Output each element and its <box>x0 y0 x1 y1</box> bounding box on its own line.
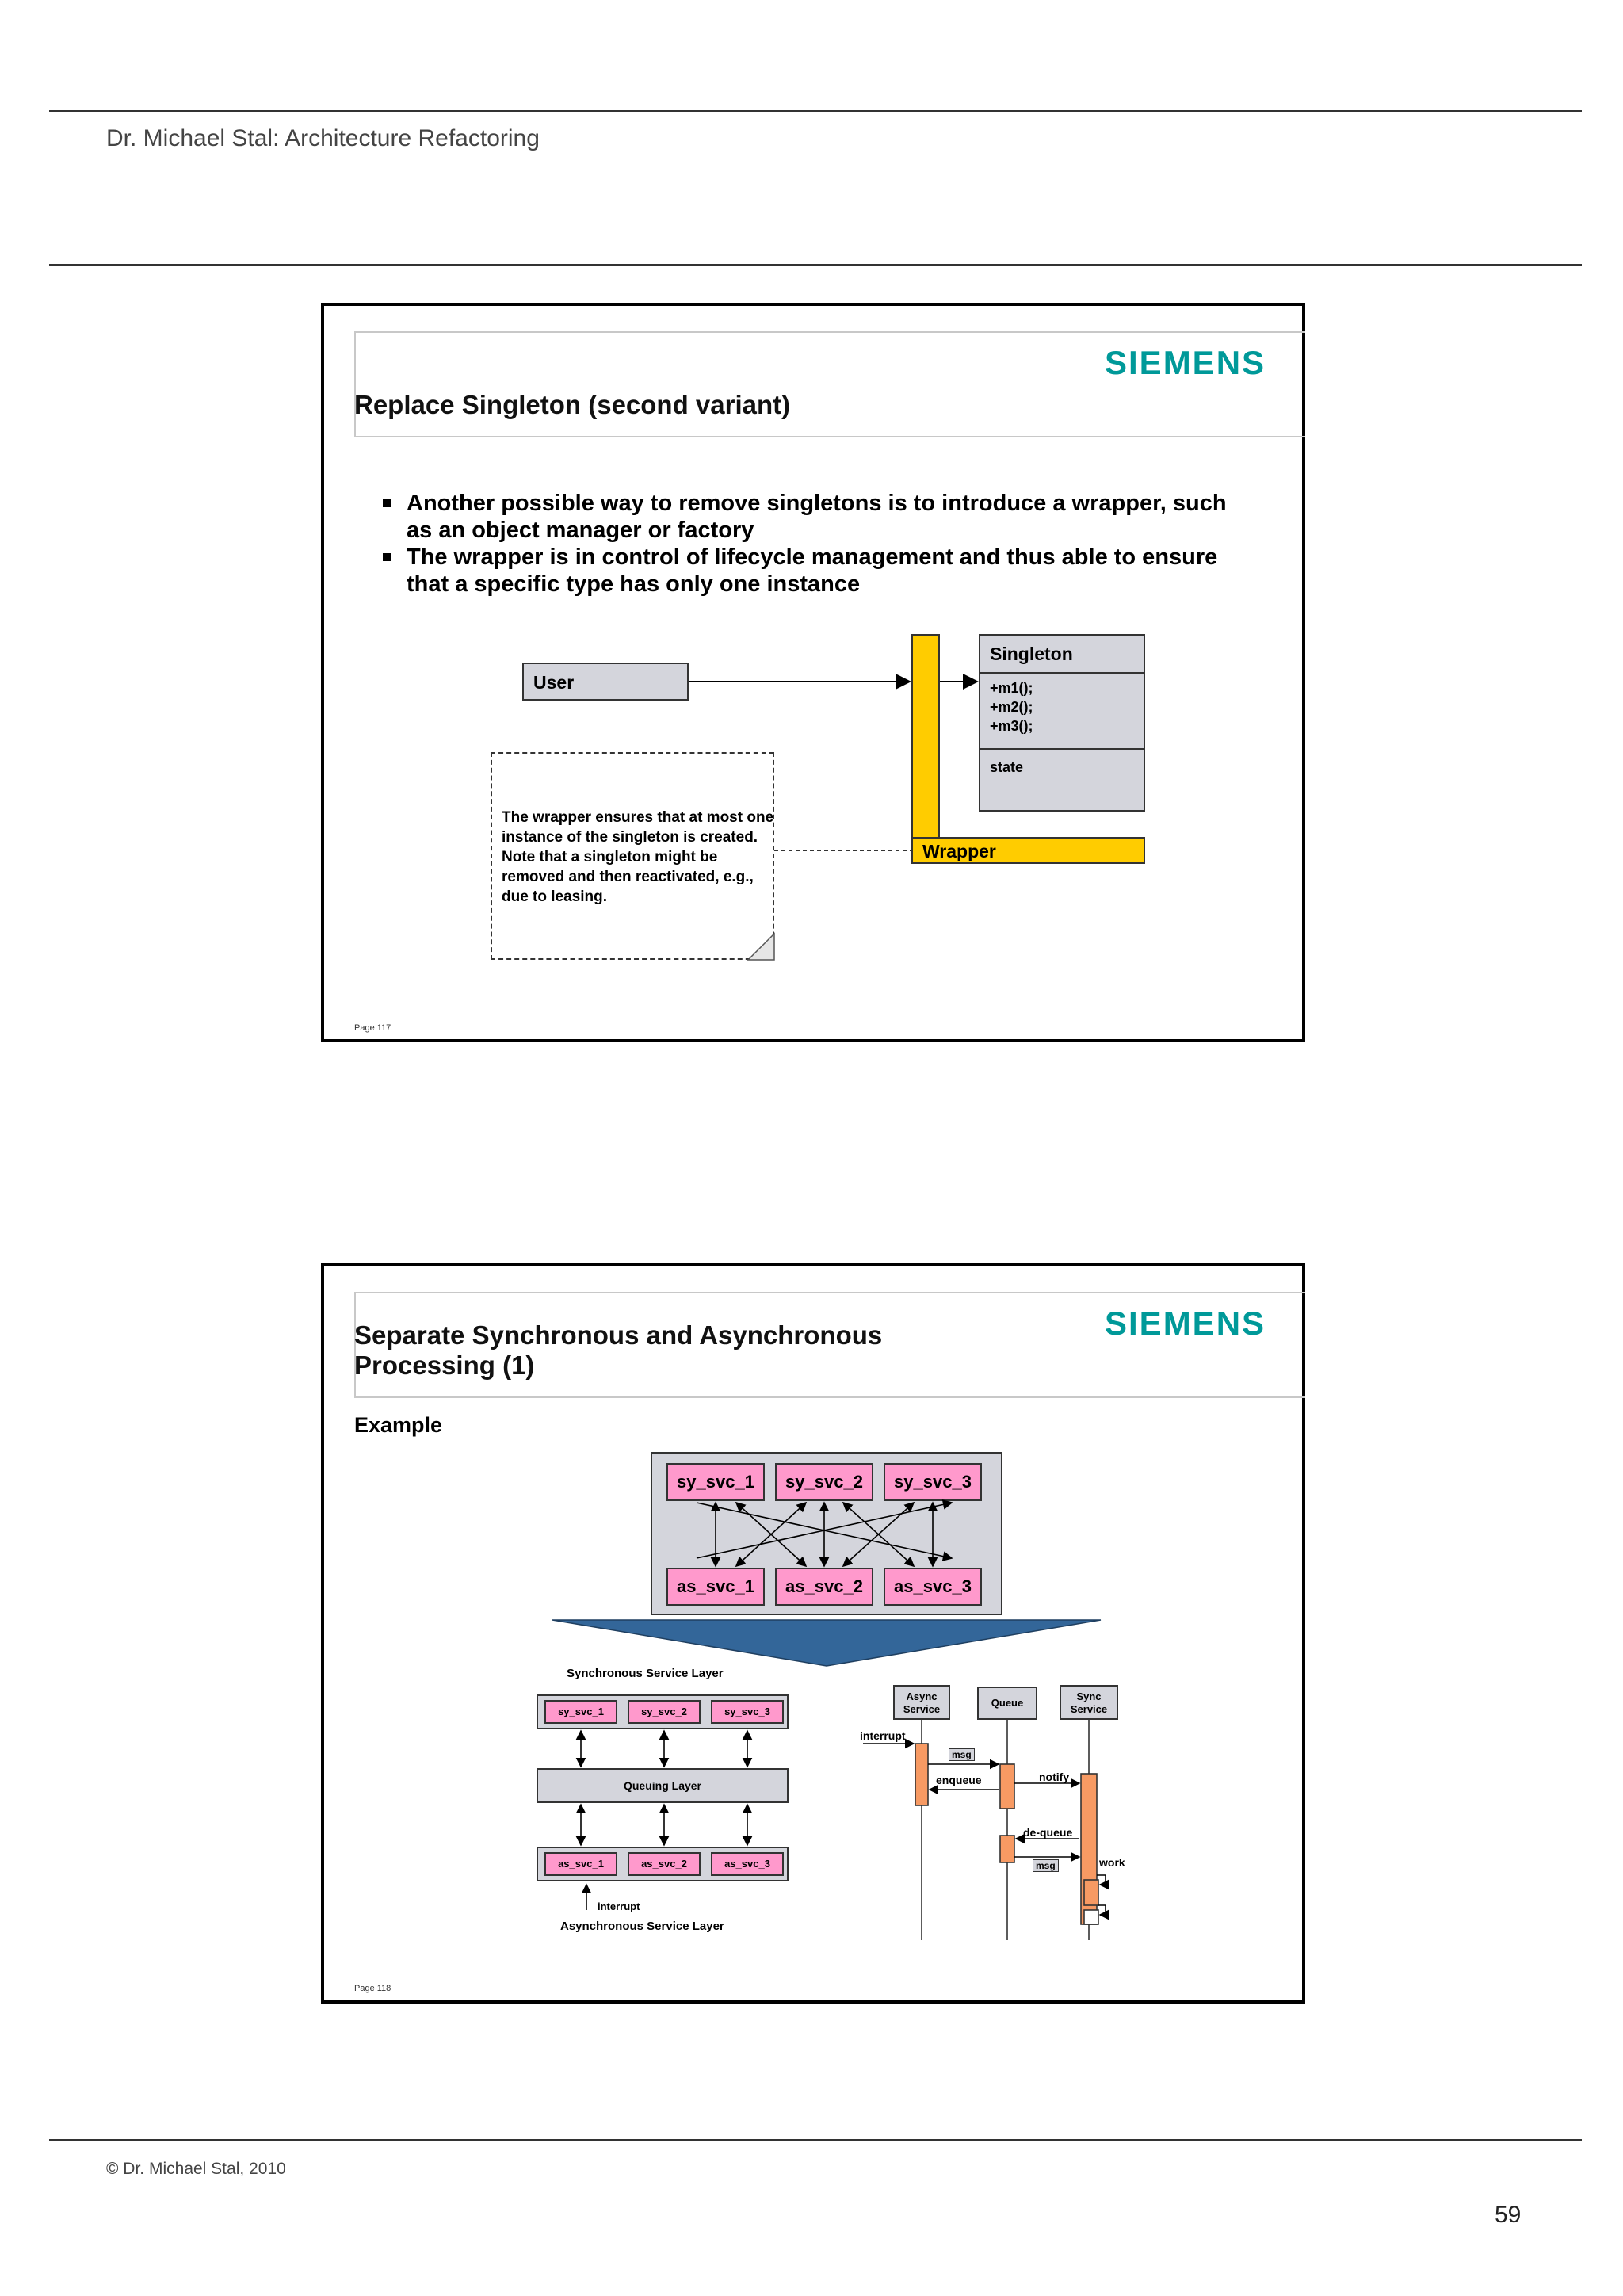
layer-sy-svc-1: sy_svc_1 <box>544 1700 617 1724</box>
uml-user-class: User <box>522 663 689 701</box>
slide-page-label: Page 118 <box>354 1984 391 1993</box>
slide-title-line2: Processing (1) <box>354 1350 535 1380</box>
note-text: The wrapper ensures that at most one instance of the singleton is created. Note that a singleton might be removed and then reactivated, e.g., due to leasing. <box>502 809 774 905</box>
slide-117 <box>321 303 1305 1042</box>
wrapper-bar-horizontal: Wrapper <box>911 837 1145 864</box>
example-label: Example <box>354 1413 443 1437</box>
singleton-attribute: state <box>990 759 1024 775</box>
singleton-name: Singleton <box>980 636 1144 674</box>
lifelines <box>922 1720 1089 1940</box>
layer-sy-svc-3: sy_svc_3 <box>711 1700 784 1724</box>
activation-bar-end <box>1084 1910 1098 1924</box>
queuing-layer: Queuing Layer <box>537 1768 789 1803</box>
method: +m3(); <box>990 718 1033 734</box>
as-svc-2-box: as_svc_2 <box>775 1568 873 1606</box>
lane-label: Async <box>906 1690 938 1702</box>
slide2-graphics <box>324 1266 1308 2007</box>
lane-label: Service <box>1070 1703 1108 1715</box>
seq-dequeue-label: de-queue <box>1023 1826 1073 1839</box>
sy-svc-1-box: sy_svc_1 <box>666 1463 765 1501</box>
transform-arrow <box>552 1620 1101 1666</box>
bullet-item: Another possible way to remove singletons is to introduce a wrapper, such as an object manager or factory <box>381 490 1237 544</box>
bullet-item: The wrapper is in control of lifecycle management and thus able to ensure that a specific type has only one instance <box>381 544 1237 598</box>
layer-as-svc-2: as_svc_2 <box>628 1852 701 1876</box>
layer-interrupt-label: interrupt <box>598 1901 640 1912</box>
copyright: © Dr. Michael Stal, 2010 <box>106 2160 286 2178</box>
as-svc-1-box: as_svc_1 <box>666 1568 765 1606</box>
seq-notify-label: notify <box>1039 1771 1070 1783</box>
seq-msg-label: msg <box>949 1748 975 1761</box>
layer-as-svc-1: as_svc_1 <box>544 1852 617 1876</box>
page-number: 59 <box>1495 2202 1522 2228</box>
seq-work-label: work <box>1099 1856 1125 1869</box>
as-svc-3-box: as_svc_3 <box>884 1568 982 1606</box>
lane-label: Service <box>903 1703 941 1715</box>
async-layer-label: Asynchronous Service Layer <box>560 1920 724 1933</box>
header-rule-top <box>49 110 1582 112</box>
top-diagram-connectors <box>697 1503 952 1566</box>
sync-layer-label: Synchronous Service Layer <box>567 1667 724 1680</box>
layer-sy-svc-2: sy_svc_2 <box>628 1700 701 1724</box>
method: +m2(); <box>990 699 1033 715</box>
layer-as-svc-3: as_svc_3 <box>711 1852 784 1876</box>
seq-enqueue-label: enqueue <box>936 1774 982 1786</box>
page-header-title: Dr. Michael Stal: Architecture Refactoring <box>106 125 540 151</box>
siemens-logo: SIEMENS <box>1105 344 1266 381</box>
sequence-messages <box>863 1744 1106 1915</box>
lane-label: Sync <box>1076 1690 1102 1702</box>
layer-connectors <box>581 1731 747 1910</box>
slide-page-label: Page 117 <box>354 1023 391 1033</box>
slide-title: Replace Singleton (second variant) <box>354 390 791 419</box>
lane-queue: Queue <box>977 1687 1037 1720</box>
slide-title-line1: Separate Synchronous and Asynchronous <box>354 1320 883 1350</box>
footer-rule <box>49 2139 1582 2141</box>
uml-connectors <box>324 306 1308 1045</box>
siemens-logo: SIEMENS <box>1105 1305 1266 1342</box>
note-corner-fold <box>748 934 774 960</box>
header-rule-bottom <box>49 264 1582 266</box>
seq-interrupt-label: interrupt <box>860 1729 906 1742</box>
sy-svc-3-box: sy_svc_3 <box>884 1463 982 1501</box>
method: +m1(); <box>990 680 1033 696</box>
sy-svc-2-box: sy_svc_2 <box>775 1463 873 1501</box>
seq-msg2-label: msg <box>1033 1859 1059 1872</box>
slide-118 <box>321 1263 1305 2004</box>
